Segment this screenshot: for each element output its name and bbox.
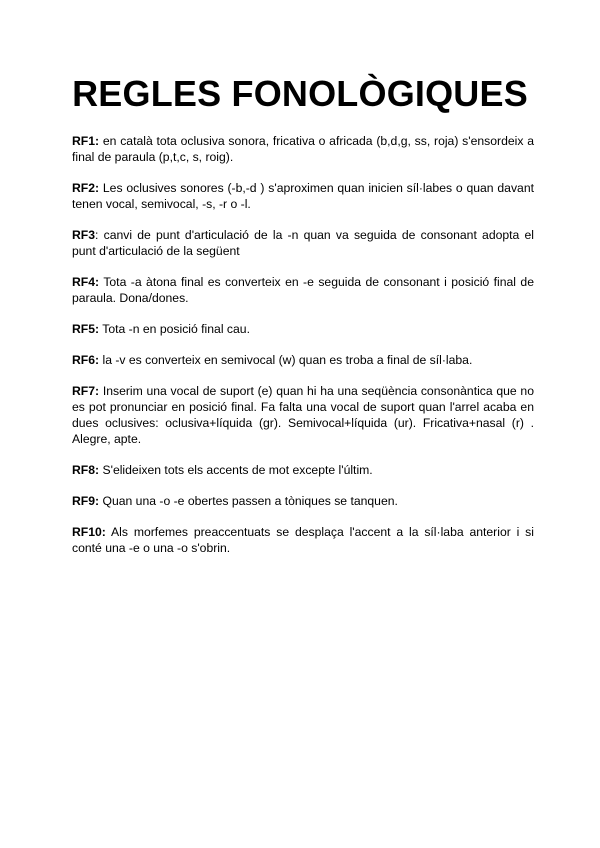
rule-label: RF8: bbox=[72, 463, 100, 477]
rule-text: Quan una -o -e obertes passen a tòniques se tanquen. bbox=[102, 494, 398, 508]
rule-label: RF1: bbox=[72, 134, 100, 148]
rule-item-5 bbox=[72, 321, 534, 337]
rule-text: Tota -n en posició final cau. bbox=[102, 322, 250, 336]
rule-item-6 bbox=[72, 352, 534, 368]
rule-text: Inserim una vocal de suport (e) quan hi ha una seqüència consonàntica que no es pot pronunciar en posició final. Fa falta una vocal de suport quan l'arrel acaba en dues oclusives: oclusiva+líquida (gr). Semivocal+líquida (ur). Fricativa+nasal (r) . Alegre, apte. bbox=[72, 384, 534, 446]
rule-label: RF3 bbox=[72, 228, 96, 242]
rule-text: Les oclusives sonores (-b,-d ) s'aproximen quan inicien síl·labes o quan davant tenen vocal, semivocal, -s, -r o -l. bbox=[72, 181, 534, 211]
rule-label: RF6: bbox=[72, 353, 100, 367]
rule-label: RF7: bbox=[72, 384, 100, 398]
rule-item-7 bbox=[72, 383, 534, 447]
rule-text: en català tota oclusiva sonora, fricativa o africada (b,d,g, ss, roja) s'ensordeix a final de paraula (p,t,c, s, roig). bbox=[72, 134, 534, 164]
rule-item-2 bbox=[72, 180, 534, 212]
rule-label: RF9: bbox=[72, 494, 100, 508]
rule-text: la -v es converteix en semivocal (w) quan es troba a final de síl·laba. bbox=[102, 353, 473, 367]
rule-label: RF2: bbox=[72, 181, 100, 195]
page-title: REGLES FONOLÒGIQUES bbox=[72, 73, 528, 114]
rule-item-3 bbox=[72, 227, 534, 259]
rule-item-1 bbox=[72, 133, 534, 165]
rule-text: : canvi de punt d'articulació de la -n quan va seguida de consonant adopta el punt d'articulació de la següent bbox=[72, 228, 534, 258]
rule-label: RF5: bbox=[72, 322, 100, 336]
rule-text: S'elideixen tots els accents de mot excepte l'últim. bbox=[102, 463, 373, 477]
rule-label: RF10: bbox=[72, 525, 106, 539]
rule-item-9 bbox=[72, 493, 534, 509]
rule-label: RF4: bbox=[72, 275, 100, 289]
rule-item-10 bbox=[72, 524, 534, 556]
rule-item-4 bbox=[72, 274, 534, 306]
rule-text: Tota -a àtona final es converteix en -e seguida de consonant i posició final de paraula. Dona/dones. bbox=[72, 275, 534, 305]
rules-list bbox=[72, 133, 534, 571]
rule-text: Als morfemes preaccentuats se desplaça l'accent a la síl·laba anterior i si conté una -e o una -o s'obrin. bbox=[72, 525, 534, 555]
rule-item-8 bbox=[72, 462, 534, 478]
